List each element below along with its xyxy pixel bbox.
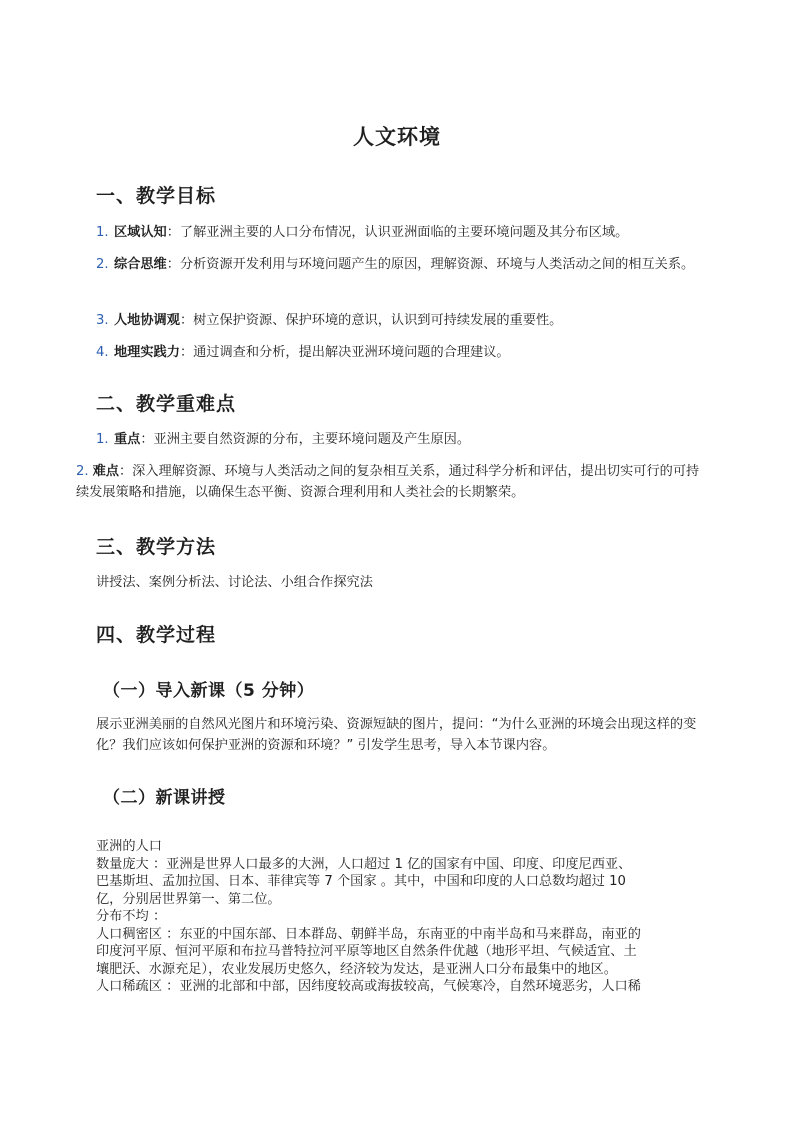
list-number: 3. <box>96 313 109 328</box>
text-line: 人口稠密区 ：东亚的中国东部、日本群岛、朝鲜半岛，东南亚的中南半岛和马来群岛，南亚的 <box>96 926 641 942</box>
list-text: ：了解亚洲主要的人口分布情况，认识亚洲面临的主要环境问题及其分布区域。 <box>166 225 629 240</box>
text-line: 人口稀疏区 ：亚洲的北部和中部，因纬度较高或海拔较高，气候寒冷，自然环境恶劣，人口稀 <box>96 979 641 994</box>
text-line: 巴基斯坦、孟加拉国、日本、菲律宾等 7 个国家 。其中，中国和印度的人口总数均超过 10 <box>96 874 626 889</box>
list-keyword: 难点 <box>92 464 119 479</box>
list-number: 4. <box>96 345 109 360</box>
text-line: 印度河平原、恒河平原和布拉马普特拉河平原等地区自然条件优越（地形平坦、气候适宜、土 <box>96 944 637 959</box>
list-text: ：亚洲主要自然资源的分布，主要环境问题及产生原因。 <box>140 432 471 447</box>
section-heading-methods: 三、教学方法 <box>96 536 217 558</box>
list-number: 2. <box>96 257 109 272</box>
list-keyword: 地理实践力 <box>114 345 180 360</box>
section-heading-goals: 一、教学目标 <box>96 185 217 207</box>
text-line: 壤肥沃、水源充足），农业发展历史悠久，经济较为发达，是亚洲人口分布最集中的地区。 <box>96 961 617 977</box>
text-line: 数量庞大 ：亚洲是世界人口最多的大洲，人口超过 1 亿的国家有中国、印度、印度尼西亚、 <box>96 856 632 872</box>
list-item <box>96 342 706 363</box>
methods-text: 讲授法、案例分析法、讨论法、小组合作探究法 <box>96 575 373 590</box>
text-line: 亚洲的人口 <box>96 839 162 854</box>
section-heading-process: 四、教学过程 <box>96 624 217 646</box>
list-item <box>96 310 706 331</box>
list-item <box>96 429 706 450</box>
list-number: 1. <box>96 225 109 240</box>
page-title: 人文环境 <box>353 125 441 149</box>
list-number: 1. <box>96 432 109 447</box>
intro-paragraph: 展示亚洲美丽的自然风光图片和环境污染、资源短缺的图片，提问：“为什么亚洲的环境会出现这样的变化？我们应该如何保护亚洲的资源和环境？” 引发学生思考，导入本节课内容。 <box>96 717 697 753</box>
section-heading-key-points: 二、教学重难点 <box>96 393 237 415</box>
text-line: 分布不均 ： <box>96 909 167 924</box>
list-item <box>76 461 706 503</box>
list-number: 2. <box>76 464 89 479</box>
list-keyword: 综合思维 <box>114 257 167 272</box>
subheading-intro: （一）导入新课（5 分钟） <box>103 681 315 701</box>
list-keyword: 人地协调观 <box>114 313 180 328</box>
list-item <box>96 254 706 275</box>
list-text: ：通过调查和分析，提出解决亚洲环境问题的合理建议。 <box>179 345 510 360</box>
list-text: ：树立保护资源、保护环境的意识，认识到可持续发展的重要性。 <box>179 313 563 328</box>
subheading-lecture: （二）新课讲授 <box>103 788 226 808</box>
list-keyword: 重点 <box>114 432 141 447</box>
list-text: ：深入理解资源、环境与人类活动之间的复杂相互关系，通过科学分析和评估，提出切实可行的可持续发展策略和措施，以确保生态平衡、资源合理利用和人类社会的长期繁荣。 <box>76 464 700 500</box>
list-text: ：分析资源开发利用与环境问题产生的原因，理解资源、环境与人类活动之间的相互关系。 <box>166 257 695 272</box>
list-keyword: 区域认知 <box>114 225 167 240</box>
text-line: 亿，分别居世界第一、第二位。 <box>96 891 281 907</box>
lecture-content <box>96 838 706 996</box>
list-item <box>96 222 706 243</box>
